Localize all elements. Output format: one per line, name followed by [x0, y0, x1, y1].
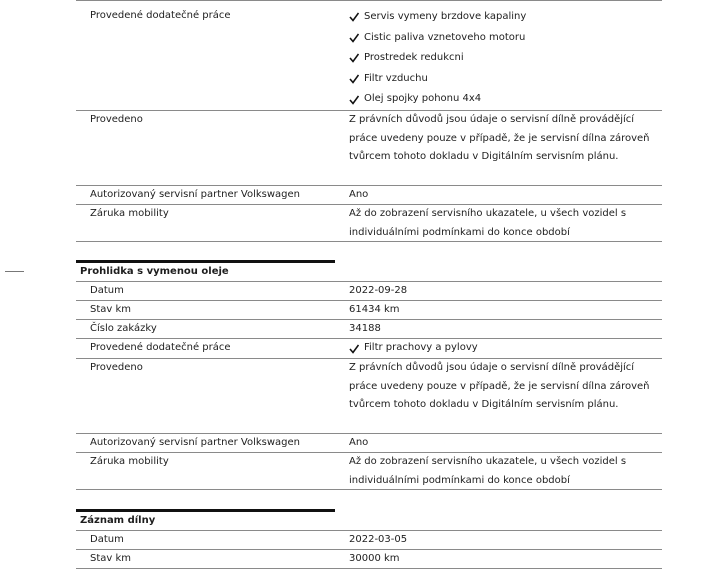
km-label: Stav km: [90, 304, 132, 315]
order-value: 34188: [349, 323, 381, 334]
row-mobility: [76, 205, 662, 242]
service-record-block-3: [76, 509, 662, 569]
edge-tick-mark: [5, 271, 24, 272]
partner-value: Ano: [349, 437, 369, 448]
km-label: Stav km: [90, 553, 132, 564]
mobility-label: Záruka mobility: [90, 456, 169, 467]
additional-work-list: [349, 339, 659, 358]
list-item: [349, 69, 659, 90]
service-record-block-2: [76, 260, 662, 490]
performed-label: Provedeno: [90, 362, 143, 373]
additional-work-item: Prostredek redukcni: [364, 52, 464, 64]
service-record-block-1: [76, 0, 662, 242]
km-value: 30000 km: [349, 553, 400, 564]
section-bar: [76, 260, 335, 263]
checkmark-icon: [349, 344, 359, 354]
partner-label: Autorizovaný servisní partner Volkswagen: [90, 437, 301, 448]
row-date: [76, 281, 662, 301]
partner-label: Autorizovaný servisní partner Volkswagen: [90, 189, 301, 200]
performed-label: Provedeno: [90, 114, 143, 125]
checkmark-icon: [349, 12, 359, 22]
additional-work-item: Filtr prachovy a pylovy: [364, 342, 478, 354]
row-performed: [76, 359, 662, 434]
row-performed: [76, 111, 662, 186]
additional-work-item: Olej spojky pohonu 4x4: [364, 93, 482, 105]
checkmark-icon: [349, 95, 359, 105]
order-label: Číslo zakázky: [90, 323, 157, 334]
section-bar: [76, 509, 335, 512]
date-label: Datum: [90, 285, 124, 296]
row-partner: [76, 434, 662, 453]
performed-value: Z právních důvodů jsou údaje o servisní dílně provádějící práce uvedeny pouze v případě, že je servisní dílna zároveň tvůrcem tohoto dokladu v Digitálním servisním plánu.: [349, 114, 650, 162]
additional-work-item: Filtr vzduchu: [364, 72, 428, 84]
additional-work-label: Provedené dodatečné práce: [90, 10, 231, 21]
row-partner: [76, 186, 662, 205]
list-item: [349, 89, 659, 110]
row-date: [76, 530, 662, 550]
row-additional-work: [76, 339, 662, 359]
checkmark-icon: [349, 74, 359, 84]
section-title: Záznam dílny: [80, 515, 156, 526]
performed-value: Z právních důvodů jsou údaje o servisní dílně provádějící práce uvedeny pouze v případě, že je servisní dílna zároveň tvůrcem tohoto dokladu v Digitálním servisním plánu.: [349, 362, 650, 410]
list-item: [349, 7, 659, 28]
row-mobility: [76, 453, 662, 490]
section-header: [76, 509, 662, 530]
additional-work-item: Servis vymeny brzdove kapaliny: [364, 11, 527, 23]
section-title: Prohlidka s vymenou oleje: [80, 266, 229, 277]
row-km: [76, 301, 662, 320]
list-item: [349, 339, 659, 358]
mobility-label: Záruka mobility: [90, 208, 169, 219]
row-additional-work: [76, 1, 662, 111]
partner-value: Ano: [349, 189, 369, 200]
mobility-value: Až do zobrazení servisního ukazatele, u všech vozidel s individuálními podmínkami do konce období: [349, 208, 627, 238]
mobility-value: Až do zobrazení servisního ukazatele, u všech vozidel s individuálními podmínkami do konce období: [349, 456, 627, 486]
checkmark-icon: [349, 53, 359, 63]
additional-work-list: [349, 7, 659, 110]
date-value: 2022-03-05: [349, 534, 408, 545]
list-item: [349, 48, 659, 69]
km-value: 61434 km: [349, 304, 400, 315]
date-label: Datum: [90, 534, 124, 545]
checkmark-icon: [349, 33, 359, 43]
date-value: 2022-09-28: [349, 285, 408, 296]
section-header: [76, 260, 662, 281]
list-item: [349, 28, 659, 49]
additional-work-label: Provedené dodatečné práce: [90, 342, 231, 353]
row-order: [76, 320, 662, 339]
additional-work-item: Cistic paliva vznetoveho motoru: [364, 31, 526, 43]
